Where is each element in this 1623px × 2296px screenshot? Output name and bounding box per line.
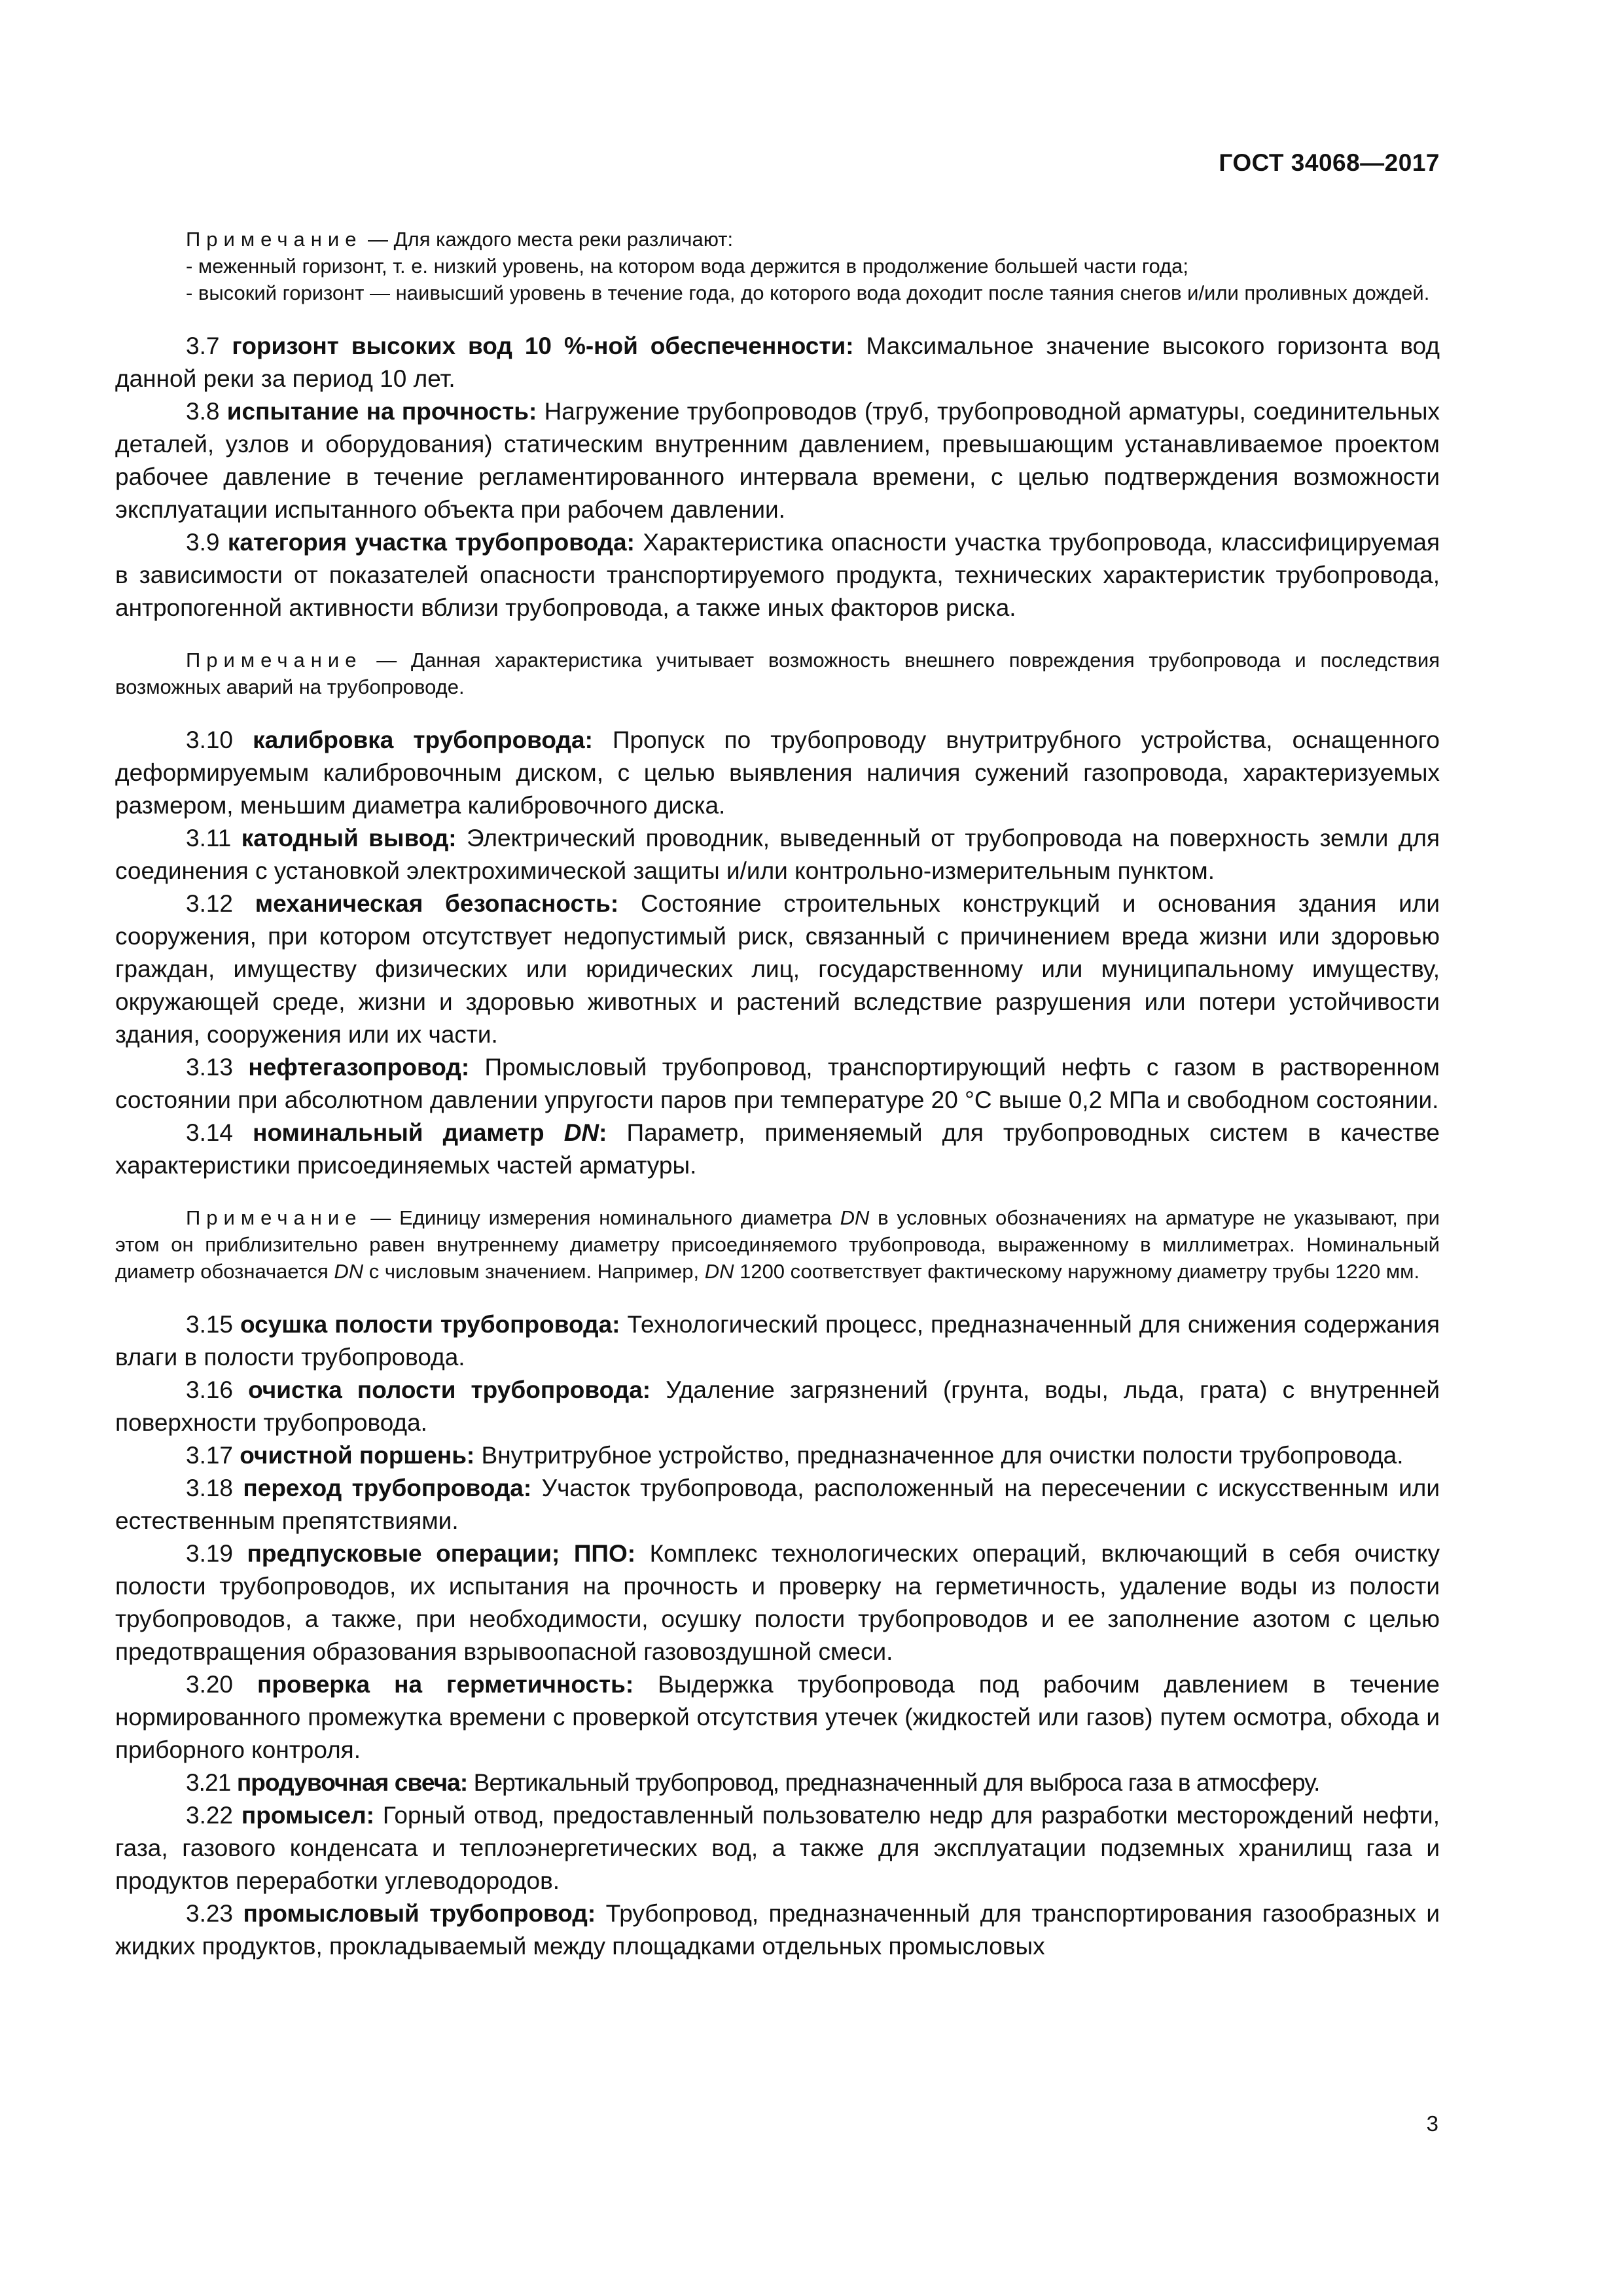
term-3-13: 3.13 нефтегазопровод: Промысловый трубопровод, транспортирующий нефть с газом в растворенном состоянии при абсолютном давлении упругости паров при температуре 20 °С выше 0,2 МПа и свободном состоянии.: [115, 1054, 1440, 1113]
page-number: 3: [1426, 2111, 1438, 2136]
term-3-7: 3.7 горизонт высоких вод 10 %-ной обеспеченности: Максимальное значение высокого горизонта вод данной реки за период 10 лет.: [115, 332, 1440, 392]
term-3-21: 3.21 продувочная свеча: Вертикальный трубопровод, предназначенный для выброса газа в атмосферу.: [186, 1769, 1320, 1796]
term-3-14: 3.14 номинальный диаметр DN: Параметр, применяемый для трубопроводных систем в качестве характеристики присоединяемых частей арматуры.: [115, 1119, 1440, 1179]
term-3-18: 3.18 переход трубопровода: Участок трубопровода, расположенный на пересечении с искусственным или естественным препятствиями.: [115, 1475, 1440, 1534]
note-label: Примечание: [186, 228, 363, 251]
note-line: - высокий горизонт — наивысший уровень в течение года, до которого вода доходит после таяния снегов и/или проливных дождей.: [186, 281, 1430, 304]
term-3-23: 3.23 промысловый трубопровод: Трубопровод, предназначенный для транспортирования газообразных и жидких продуктов, прокладываемый между площадками отдельных промысловых: [115, 1900, 1440, 1960]
note-line: - меженный горизонт, т. е. низкий уровень, на котором вода держится в продолжение большей части года;: [186, 255, 1188, 278]
note-label: Примечание: [186, 1206, 363, 1229]
term-3-11: 3.11 катодный вывод: Электрический проводник, выведенный от трубопровода на поверхность земли для соединения с установкой электрохимической защиты и/или контрольно-измерительным пунктом.: [115, 825, 1440, 884]
term-3-17: 3.17 очистной поршень: Внутритрубное устройство, предназначенное для очистки полости трубопровода.: [186, 1442, 1404, 1469]
document-header: ГОСТ 34068—2017: [1219, 149, 1440, 176]
note-3: Примечание — Единицу измерения номинального диаметра DN в условных обозначениях на арматуре не указывают, при этом он приблизительно равен внутреннему диаметру присоединяемого трубопровода, выраженному в миллиметрах. Номинальный диаметр обозначается DN с числовым значением. Например, DN 1200 соответствует фактическому наружному диаметру трубы 1220 мм.: [115, 1206, 1440, 1283]
term-3-19: 3.19 предпусковые операции; ППО: Комплекс технологических операций, включающий в себя очистку полости трубопроводов, их испытания на прочность и проверку на герметичность, удаление воды из полости трубопроводов, а также, при необходимости, осушку полости трубопроводов и ее заполнение азотом с целью предотвращения образования взрывоопасной газовоздушной смеси.: [115, 1540, 1440, 1665]
term-3-15: 3.15 осушка полости трубопровода: Технологический процесс, предназначенный для снижения содержания влаги в полости трубопровода.: [115, 1311, 1440, 1371]
document-body: [115, 226, 1440, 1963]
note-1: [115, 226, 1440, 306]
term-3-10: 3.10 калибровка трубопровода: Пропуск по трубопроводу внутритрубного устройства, оснащенного деформируемым калибровочным диском, с целью выявления наличия сужений газопровода, характеризуемых размером, меньшим диаметра калибровочного диска.: [115, 726, 1440, 819]
term-3-8: 3.8 испытание на прочность: Нагружение трубопроводов (труб, трубопроводной арматуры, соединительных деталей, узлов и оборудования) статическим внутренним давлением, превышающим устанавливаемое проектом рабочее давление в течение регламентированного интервала времени, с целью подтверждения возможности эксплуатации испытанного объекта при рабочем давлении.: [115, 398, 1440, 523]
term-3-12: 3.12 механическая безопасность: Состояние строительных конструкций и основания здания или сооружения, при котором отсутствует недопустимый риск, связанный с причинением вреда жизни или здоровью граждан, имуществу физических или юридических лиц, государственному или муниципальному имуществу, окружающей среде, жизни и здоровью животных и растений вследствие разрушения или потери устойчивости здания, сооружения или их части.: [115, 890, 1440, 1048]
note-2: Примечание — Данная характеристика учитывает возможность внешнего повреждения трубопровода и последствия возможных аварий на трубопроводе.: [115, 649, 1440, 698]
note-line: Примечание — Для каждого места реки различают:: [186, 228, 734, 251]
term-3-9: 3.9 категория участка трубопровода: Характеристика опасности участка трубопровода, классифицируемая в зависимости от показателей опасности транспортируемого продукта, технических характеристик трубопровода, антропогенной активности вблизи трубопровода, а также иных факторов риска.: [115, 529, 1440, 621]
term-3-20: 3.20 проверка на герметичность: Выдержка трубопровода под рабочим давлением в течение нормированного промежутка времени с проверкой отсутствия утечек (жидкостей или газов) путем осмотра, обхода и приборного контроля.: [115, 1671, 1440, 1763]
term-3-22: 3.22 промысел: Горный отвод, предоставленный пользователю недр для разработки месторождений нефти, газа, газового конденсата и теплоэнергетических вод, а также для эксплуатации подземных хранилищ газа и продуктов переработки углеводородов.: [115, 1802, 1440, 1894]
term-3-16: 3.16 очистка полости трубопровода: Удаление загрязнений (грунта, воды, льда, грата) с внутренней поверхности трубопровода.: [115, 1376, 1440, 1436]
note-label: Примечание: [186, 649, 363, 672]
